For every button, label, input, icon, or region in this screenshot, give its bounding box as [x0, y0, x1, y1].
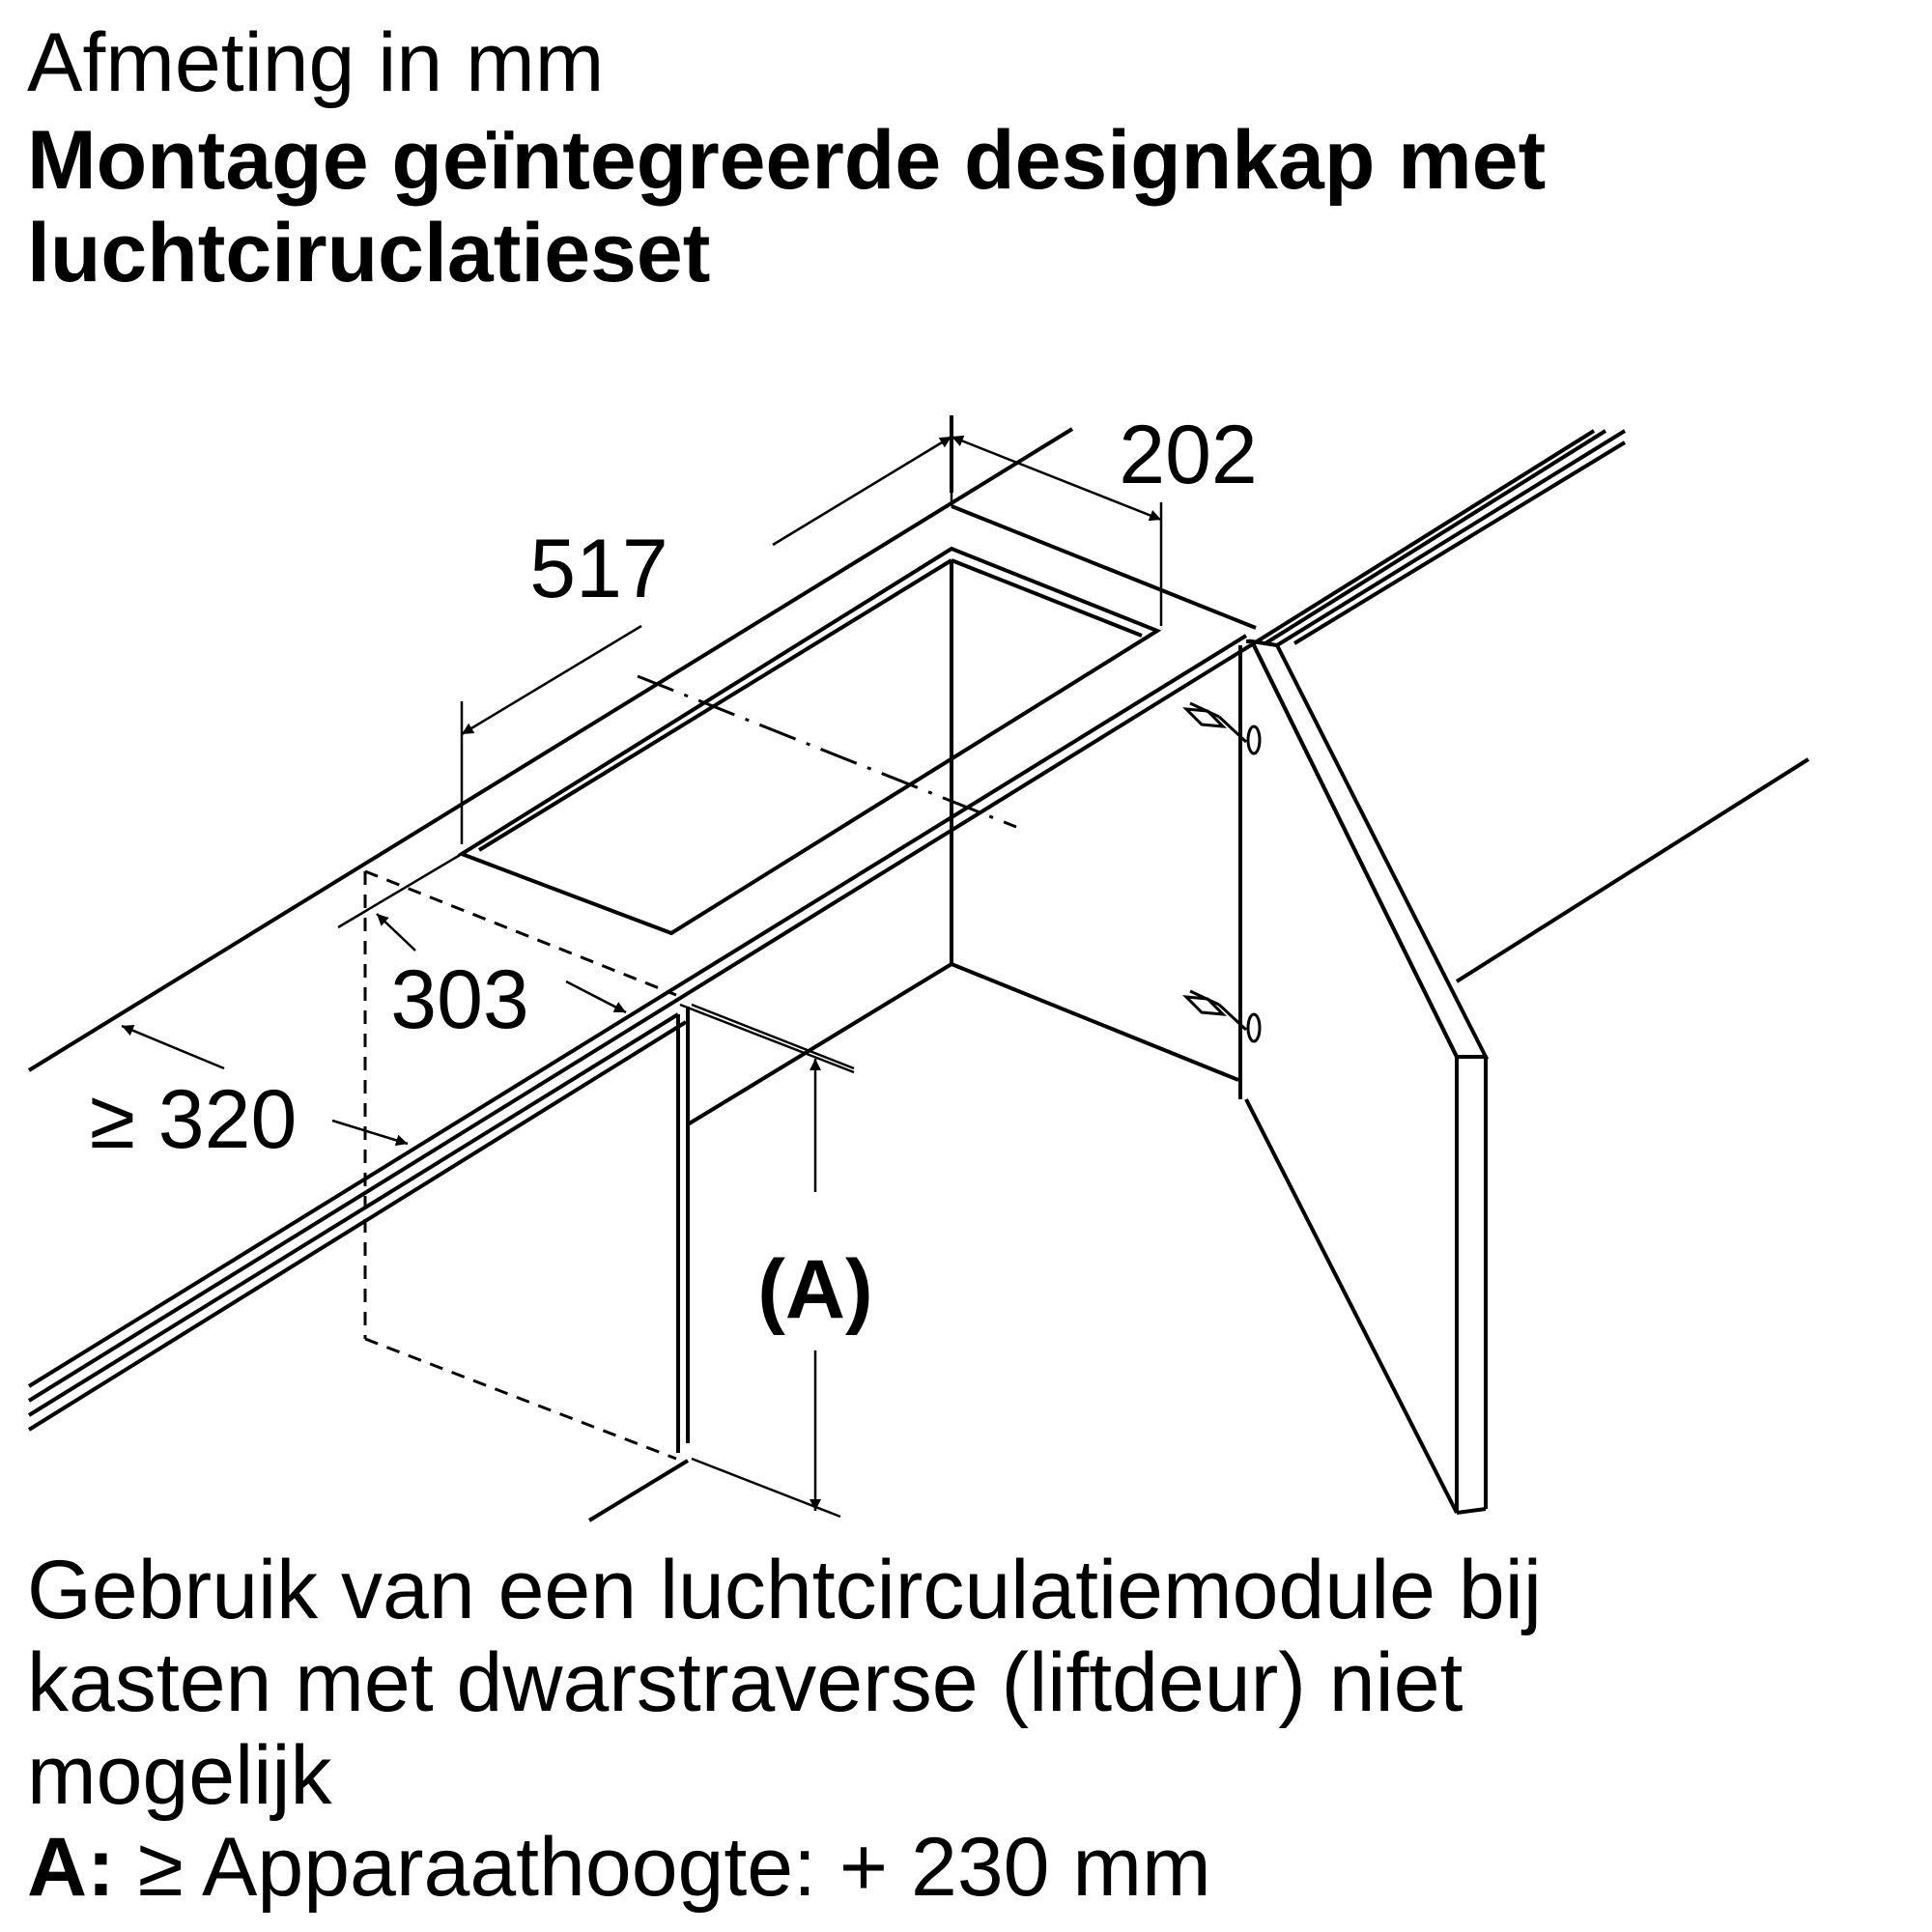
title-line-1: Montage geïntegreerde designkap met [27, 114, 1547, 207]
dimension-label-202: 202 [1119, 409, 1258, 501]
dimension-label-303: 303 [390, 953, 529, 1046]
hinge-icon [1186, 991, 1260, 1041]
unit-label: Afmeting in mm [27, 16, 605, 109]
center-line [638, 676, 1016, 827]
side-panel [589, 1007, 688, 1520]
note-line-3: mogelijk [27, 1729, 332, 1822]
legend-key: A: [27, 1821, 115, 1914]
note-line-1: Gebruik van een luchtcirculatiemodule bij [27, 1544, 1542, 1636]
note-line-2: kasten met dwarstraverse (liftdeur) niet [27, 1636, 1463, 1729]
dimension-517 [462, 415, 952, 844]
usage-note [27, 1544, 1862, 1822]
title-line-2: luchtciruclatieset [27, 207, 711, 299]
hinge-icon [1186, 703, 1260, 753]
legend-a [27, 1821, 1211, 1914]
dimension-label-517: 517 [529, 523, 668, 615]
cabinet-door [1240, 641, 1808, 1513]
legend-text: ≥ Apparaathoogte: + 230 mm [137, 1821, 1211, 1914]
dimension-label-320: ≥ 320 [89, 1073, 298, 1166]
dimension-label-a: (A) [757, 1243, 873, 1336]
